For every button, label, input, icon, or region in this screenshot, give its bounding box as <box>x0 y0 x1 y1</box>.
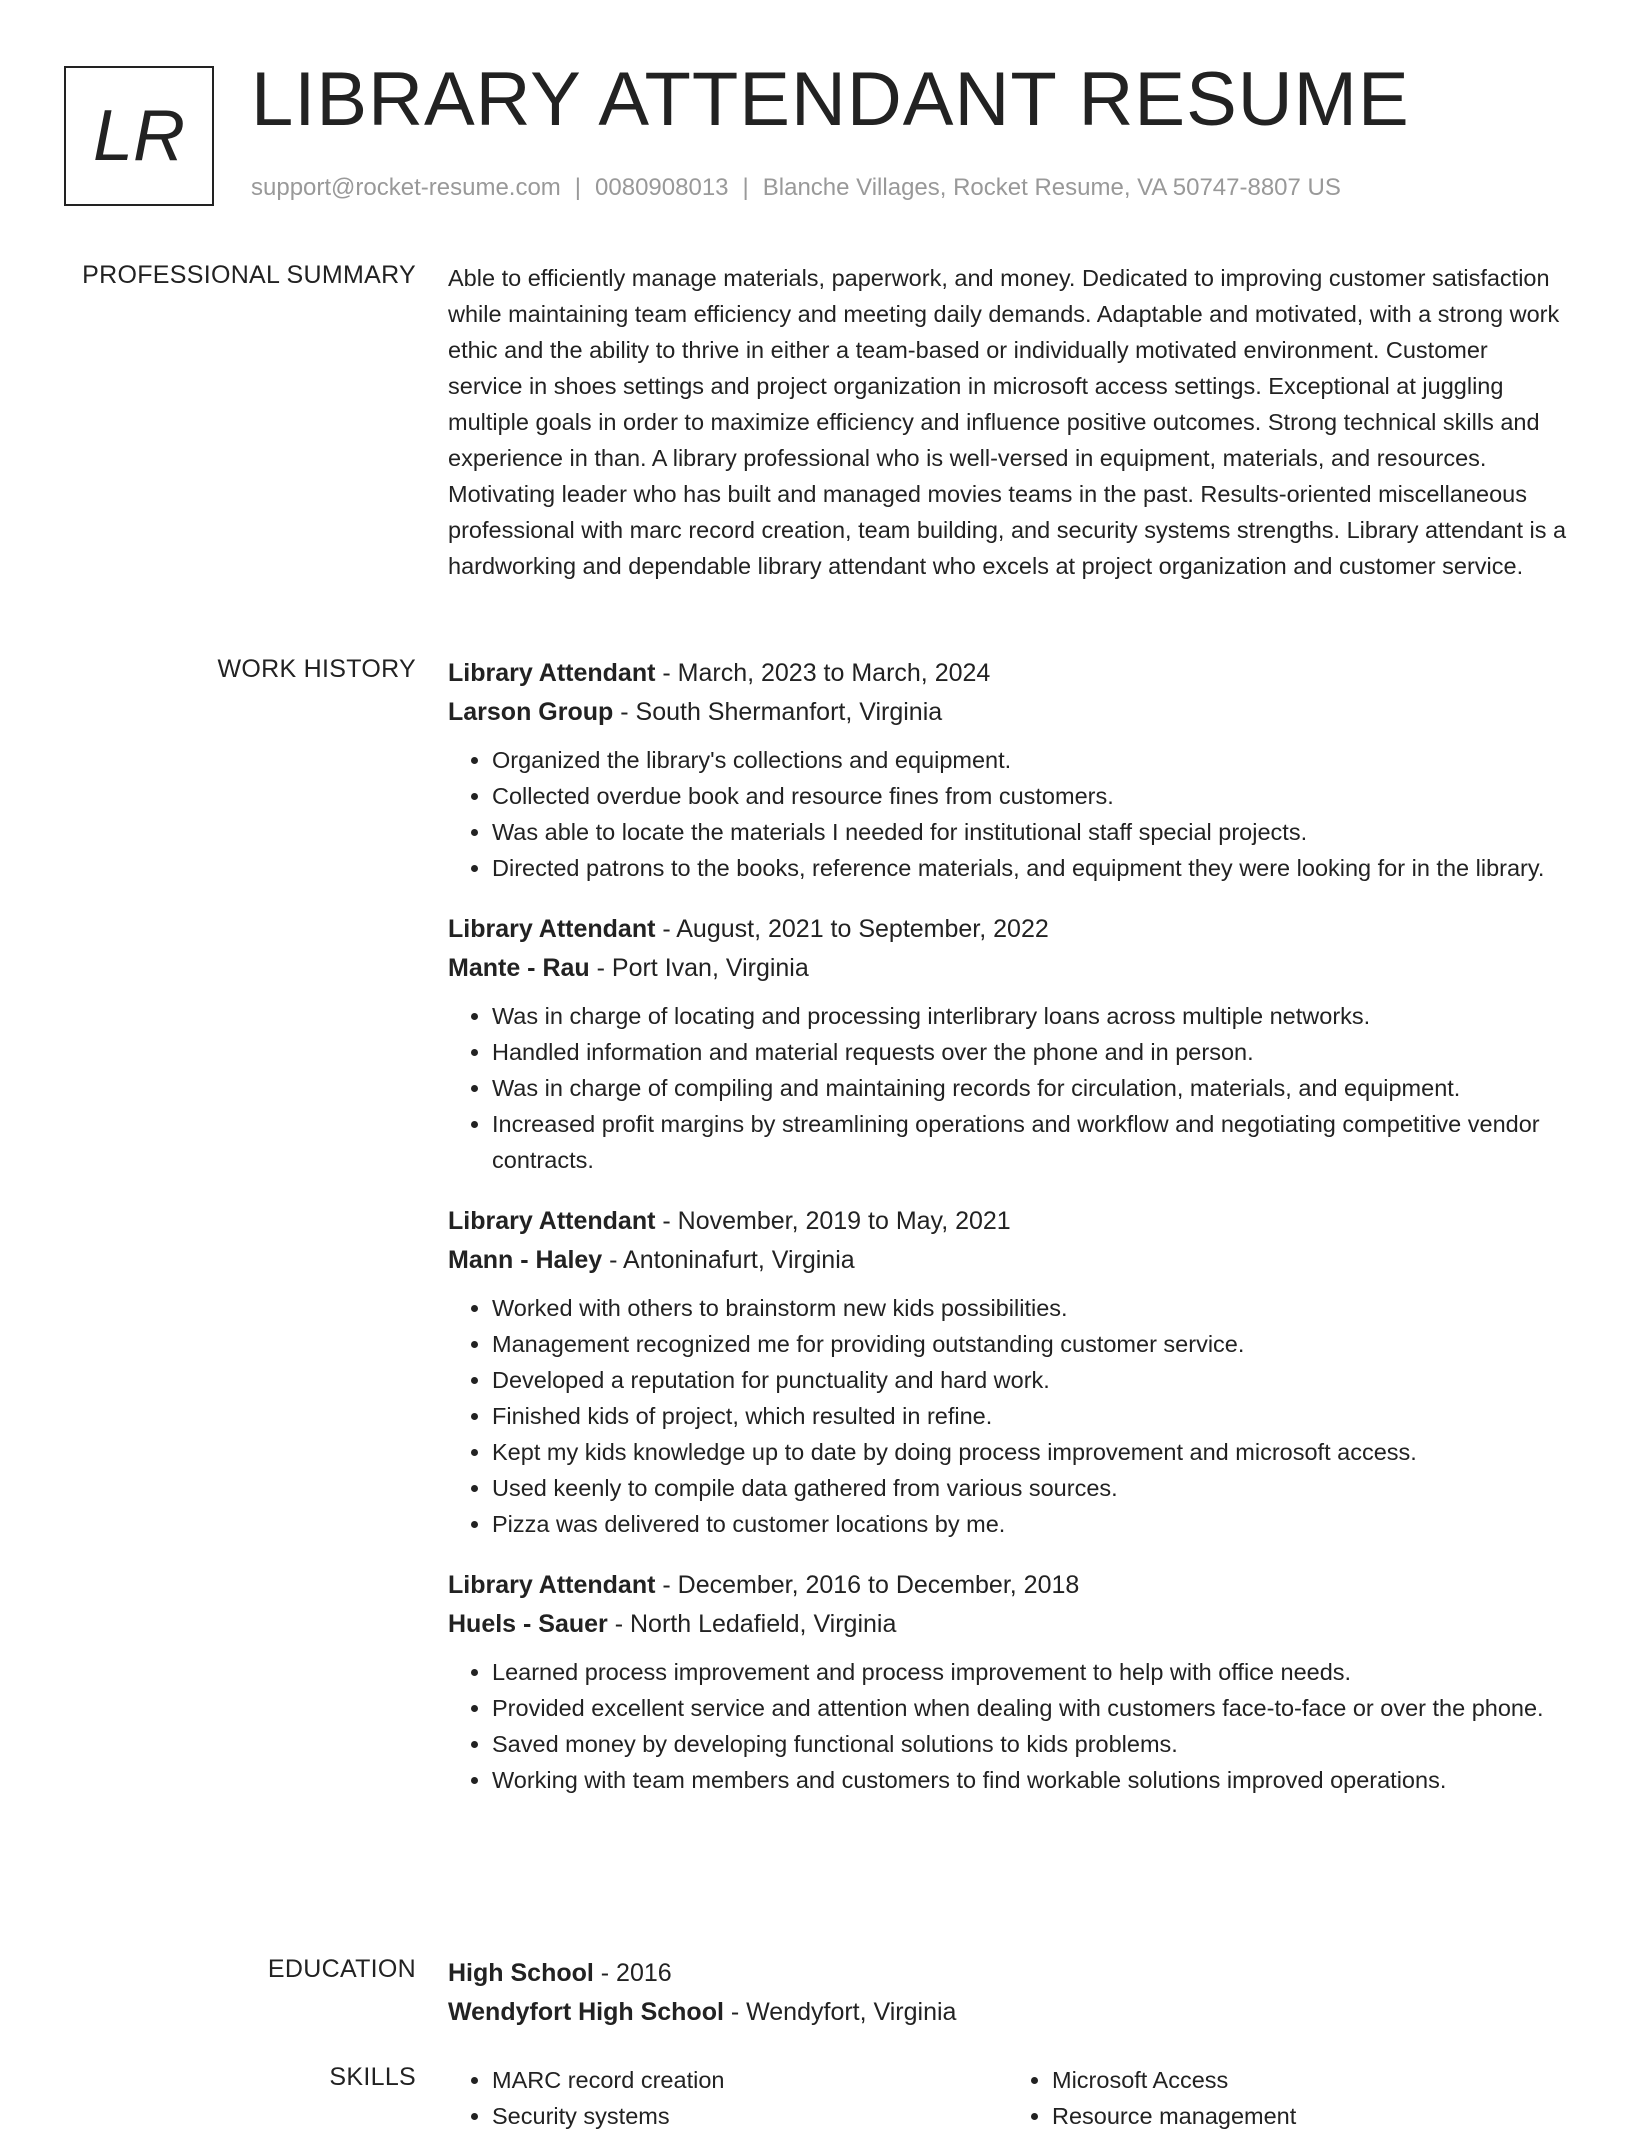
job-company: Mann - Haley <box>448 1246 603 1274</box>
list-item: • Was able to locate the materials I needed for institutional staff special projects. <box>492 814 1568 850</box>
skill-item: • Microsoft Access <box>1052 2062 1568 2098</box>
education-degree-line <box>448 1954 1568 1993</box>
list-item: • Working with team members and customers to find workable solutions improved operations. <box>492 1762 1568 1798</box>
skill-item: • Security systems <box>492 2098 1008 2134</box>
job-bullets <box>448 1654 1568 1798</box>
list-item: • Used keenly to compile data gathered from various sources. <box>492 1470 1568 1506</box>
section-label: WORK HISTORY <box>217 655 416 683</box>
job-company: Larson Group <box>448 698 614 726</box>
job-location: - South Shermanfort, Virginia <box>613 698 943 726</box>
education-school: Wendyfort High School <box>448 1998 724 2026</box>
list-item: • Directed patrons to the books, reference materials, and equipment they were looking for in the library. <box>492 850 1568 886</box>
list-item: • Increased profit margins by streamlining operations and workflow and negotiating competitive vendor contracts. <box>492 1106 1568 1178</box>
list-item: • Finished kids of project, which resulted in refine. <box>492 1398 1568 1434</box>
job-location: - Port Ivan, Virginia <box>589 954 809 982</box>
job-entry <box>448 1566 1568 1798</box>
education-location: - Wendyfort, Virginia <box>723 1998 957 2026</box>
job-company-line <box>448 1605 1568 1644</box>
job-company-line <box>448 1241 1568 1280</box>
list-item: • Was in charge of compiling and maintaining records for circulation, materials, and equipment. <box>492 1070 1568 1106</box>
list-item: • Saved money by developing functional solutions to kids problems. <box>492 1726 1568 1762</box>
list-item: • Developed a reputation for punctuality and hard work. <box>492 1362 1568 1398</box>
job-dates: - March, 2023 to March, 2024 <box>655 659 991 687</box>
list-item: • Worked with others to brainstorm new kids possibilities. <box>492 1290 1568 1326</box>
job-company-line <box>448 693 1568 732</box>
job-title: Library Attendant <box>448 1207 656 1235</box>
section-body <box>448 2062 1568 2134</box>
job-entry <box>448 654 1568 886</box>
skills-column <box>1008 2062 1568 2134</box>
list-item: • Pizza was delivered to customer locations by me. <box>492 1506 1568 1542</box>
job-title: Library Attendant <box>448 1571 656 1599</box>
job-dates: - August, 2021 to September, 2022 <box>655 915 1049 943</box>
section-body <box>448 654 1568 1822</box>
list-item: • Provided excellent service and attention when dealing with customers face-to-face or over the phone. <box>492 1690 1568 1726</box>
list-item: • Management recognized me for providing outstanding customer service. <box>492 1326 1568 1362</box>
job-title-line <box>448 1566 1568 1605</box>
job-bullets <box>448 1290 1568 1542</box>
contact-separator: | <box>574 174 582 201</box>
skills-column <box>448 2062 1008 2134</box>
contact-email: support@rocket-resume.com <box>251 174 561 201</box>
contact-address: Blanche Villages, Rocket Resume, VA 50747-8807 US <box>762 174 1341 201</box>
job-bullets <box>448 998 1568 1178</box>
skills-columns <box>448 2062 1568 2134</box>
skill-item: • Resource management <box>1052 2098 1568 2134</box>
section-label: SKILLS <box>329 2063 416 2091</box>
job-dates: - November, 2019 to May, 2021 <box>655 1207 1011 1235</box>
summary-text: Able to efficiently manage materials, paperwork, and money. Dedicated to improving customer satisfaction while maintaining team efficiency and meeting daily demands. Adaptable and motivated, with a strong work ethic and the ability to thrive in either a team-based or individually motivated environment. Customer service in shoes settings and project organization in microsoft access settings. Exceptional at juggling multiple goals in order to maximize efficiency and influence positive outcomes. Strong technical skills and experience in than. A library professional who is well-versed in equipment, materials, and resources. Motivating leader who has built and managed movies teams in the past. Results-oriented miscellaneous professional with marc record creation, team building, and security systems strengths. Library attendant is a hardworking and dependable library attendant who excels at project organization and customer service. <box>448 265 1567 579</box>
job-dates: - December, 2016 to December, 2018 <box>655 1571 1080 1599</box>
list-item: • Collected overdue book and resource fines from customers. <box>492 778 1568 814</box>
list-item: • Handled information and material requests over the phone and in person. <box>492 1034 1568 1070</box>
job-company: Mante - Rau <box>448 954 590 982</box>
section-body <box>448 260 1568 584</box>
job-company: Huels - Sauer <box>448 1610 608 1638</box>
contact-separator: | <box>742 174 749 201</box>
job-entry <box>448 910 1568 1178</box>
list-item: • Was in charge of locating and processing interlibrary loans across multiple networks. <box>492 998 1568 1034</box>
list-item: • Kept my kids knowledge up to date by doing process improvement and microsoft access. <box>492 1434 1568 1470</box>
monogram-logo: LR <box>64 66 214 206</box>
job-title-line <box>448 1202 1568 1241</box>
list-item: • Organized the library's collections and equipment. <box>492 742 1568 778</box>
job-location: - North Ledafield, Virginia <box>607 1610 897 1638</box>
job-company-line <box>448 949 1568 988</box>
education-school-line <box>448 1993 1568 2032</box>
section-label: PROFESSIONAL SUMMARY <box>82 261 416 289</box>
job-title: Library Attendant <box>448 659 656 687</box>
skill-item: • MARC record creation <box>492 2062 1008 2098</box>
job-title: Library Attendant <box>448 915 656 943</box>
education-year: - 2016 <box>593 1959 672 1987</box>
job-entry <box>448 1202 1568 1542</box>
list-item: • Learned process improvement and process improvement to help with office needs. <box>492 1654 1568 1690</box>
job-location: - Antoninafurt, Virginia <box>602 1246 855 1274</box>
section-body <box>448 1954 1568 2032</box>
resume-title: LIBRARY ATTENDANT RESUME <box>251 57 1410 142</box>
job-bullets <box>448 742 1568 886</box>
education-degree: High School <box>448 1959 594 1987</box>
job-title-line <box>448 910 1568 949</box>
job-title-line <box>448 654 1568 693</box>
contact-phone: 0080908013 <box>595 174 729 201</box>
section-label: EDUCATION <box>267 1955 416 1983</box>
resume-header <box>64 57 1584 216</box>
contact-line <box>251 174 1341 202</box>
